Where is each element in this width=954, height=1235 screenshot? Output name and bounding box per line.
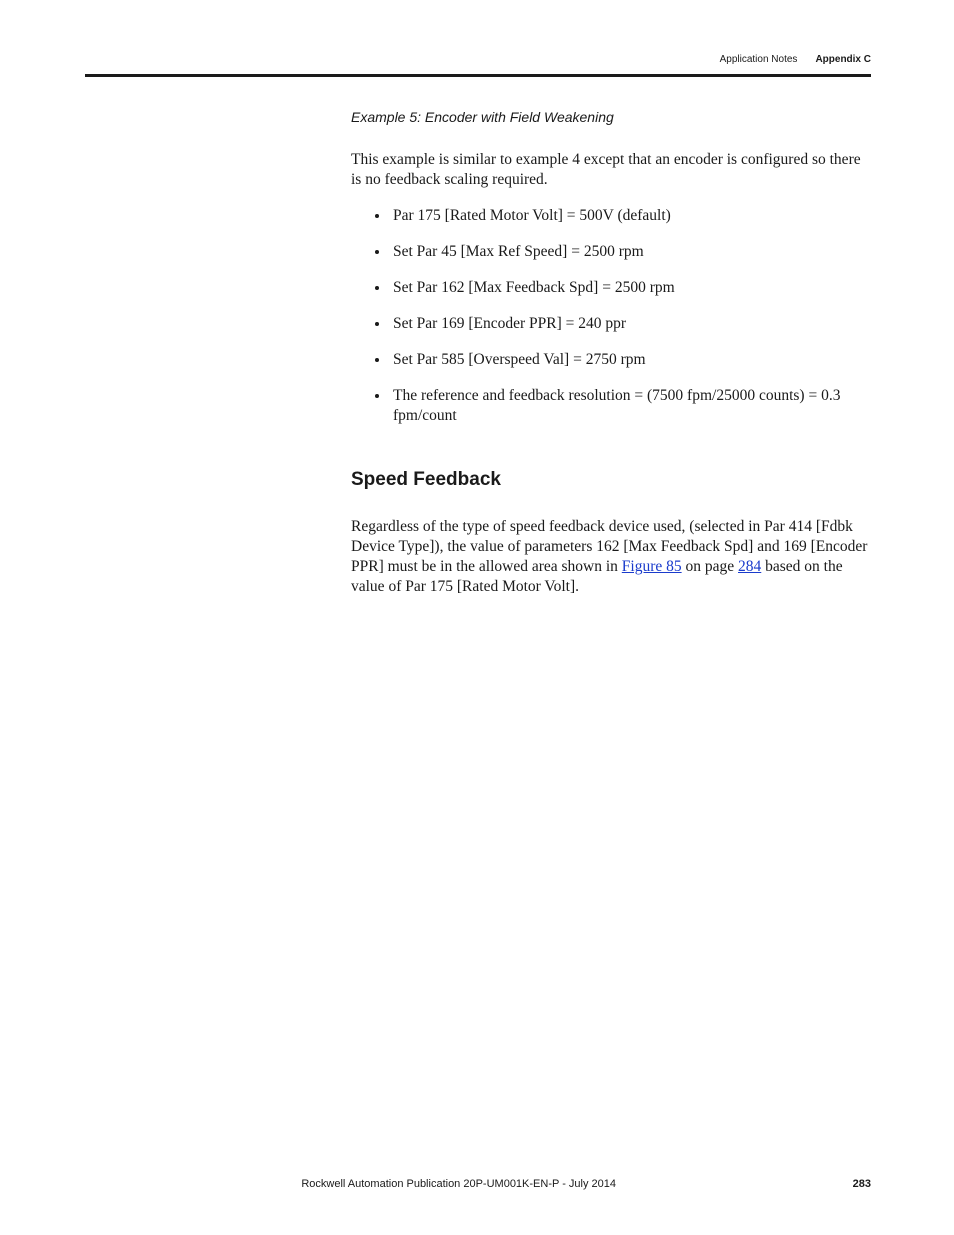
example-heading: Example 5: Encoder with Field Weakening [351,109,614,125]
bullet-icon [375,394,379,398]
list-item [351,386,871,426]
parameter-list [351,206,871,442]
bullet-icon [375,322,379,326]
figure-85-link[interactable]: Figure 85 [621,558,682,575]
list-item [351,314,871,334]
intro-paragraph: This example is similar to example 4 except that an encoder is configured so there is no feedback scaling required. [351,151,861,188]
list-item-text: Set Par 169 [Encoder PPR] = 240 ppr [393,315,627,332]
header-section-title: Application Notes [719,54,798,65]
section-heading: Speed Feedback [351,469,501,490]
page-number: 283 [852,1178,871,1190]
paragraph-text-after: based on the value of Par 175 [Rated Motor Volt]. [351,558,843,595]
header-rule [85,74,871,77]
speed-feedback-paragraph [351,517,871,597]
list-item-text: Set Par 585 [Overspeed Val] = 2750 rpm [393,351,646,368]
paragraph-text-middle: on page [681,558,739,575]
list-item [351,278,871,298]
bullet-icon [375,358,379,362]
footer-publication: Rockwell Automation Publication 20P-UM001K-EN-P - July 2014 [301,1178,616,1190]
paragraph-text-before: Regardless of the type of speed feedback device used, (selected in Par 414 [Fdbk Device Type]), the value of parameters 162 [Max Feedback Spd] and 169 [Encoder PPR] must be in the allowed area shown in [351,518,868,575]
bullet-icon [375,286,379,290]
list-item-text: Set Par 45 [Max Ref Speed] = 2500 rpm [393,243,644,260]
header-appendix-label: Appendix C [815,54,871,65]
bullet-icon [375,214,379,218]
page-284-link[interactable]: 284 [738,558,762,575]
page-header [85,52,871,72]
list-item [351,206,871,226]
list-item-text: Set Par 162 [Max Feedback Spd] = 2500 rpm [393,279,675,296]
list-item-text: Par 175 [Rated Motor Volt] = 500V (default) [393,207,671,224]
bullet-icon [375,250,379,254]
page-footer [85,1176,871,1196]
list-item-text: The reference and feedback resolution = (7500 fpm/25000 counts) = 0.3 fpm/count [393,387,841,424]
header-labels [720,54,871,65]
list-item [351,242,871,262]
list-item [351,350,871,370]
